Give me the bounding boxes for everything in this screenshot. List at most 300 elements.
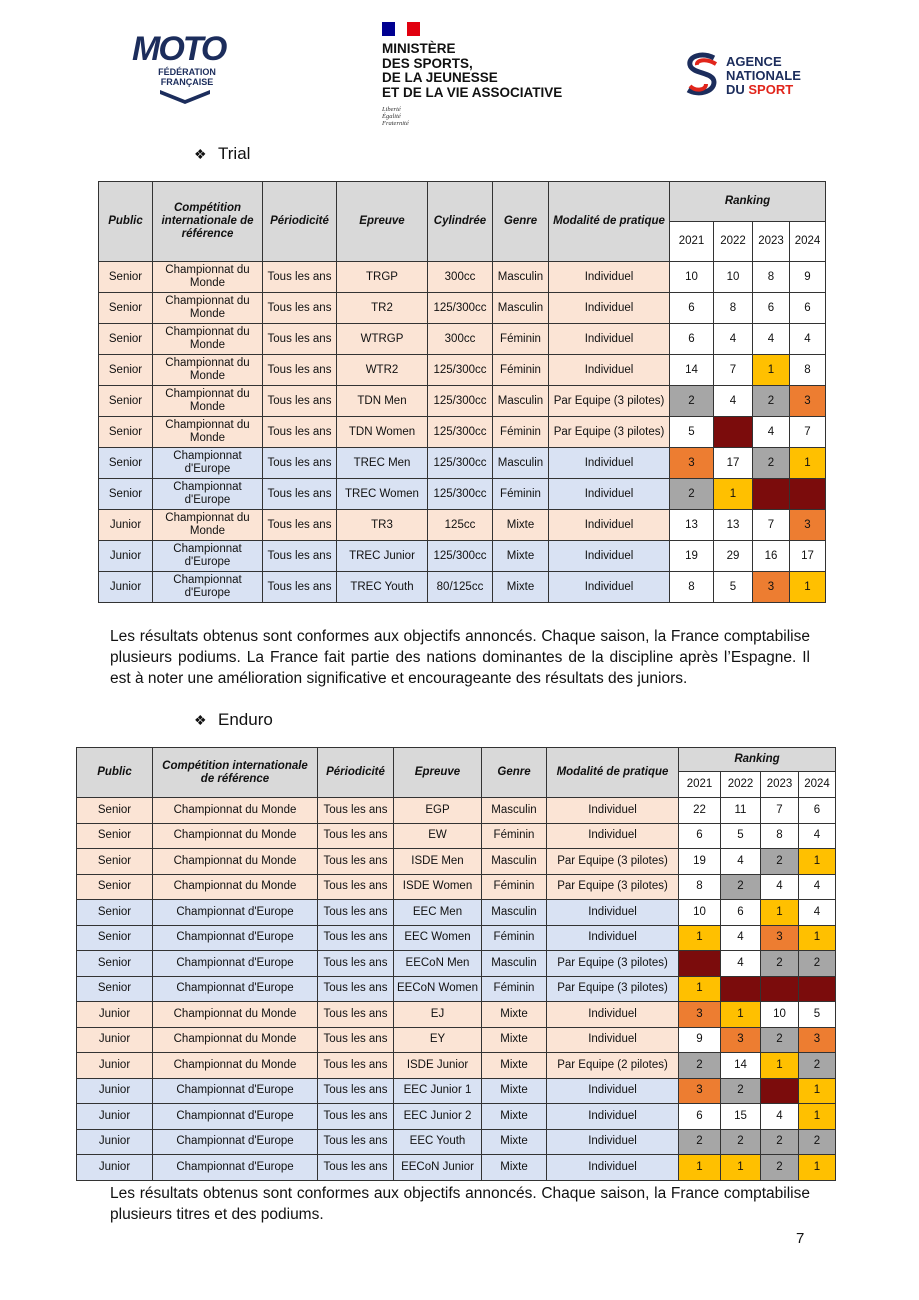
cell-cylindree: 300cc	[428, 324, 493, 355]
trial-heading-text: Trial	[218, 144, 251, 163]
year-header: 2021	[679, 772, 721, 798]
rank-cell-2022: 29	[714, 541, 753, 572]
table-row	[77, 798, 836, 824]
cell-periodicite: Tous les ans	[263, 541, 337, 572]
cell-genre: Mixte	[493, 572, 549, 603]
cell-epreuve: ISDE Women	[394, 874, 482, 900]
rank-cell-2022: 11	[721, 798, 761, 824]
ans-s-icon	[684, 52, 720, 98]
cell-public: Senior	[77, 900, 153, 926]
cell-periodicite: Tous les ans	[318, 823, 394, 849]
cell-epreuve: TDN Men	[337, 386, 428, 417]
cell-epreuve: EEC Junior 2	[394, 1104, 482, 1130]
rank-cell-2023: 3	[761, 925, 799, 951]
ans-name	[726, 55, 801, 97]
cell-modalite: Individuel	[549, 448, 670, 479]
cell-periodicite: Tous les ans	[318, 1027, 394, 1053]
rank-cell-2021: 19	[670, 541, 714, 572]
rank-cell-2023: 2	[753, 386, 790, 417]
rank-cell-2021: 8	[670, 572, 714, 603]
cell-genre: Masculin	[482, 951, 547, 977]
cell-epreuve: EEC Women	[394, 925, 482, 951]
rank-cell-2021: 3	[679, 1002, 721, 1028]
cell-public: Senior	[99, 355, 153, 386]
rank-cell-2024	[790, 479, 826, 510]
rank-cell-2021: 5	[670, 417, 714, 448]
rank-cell-2021: 1	[679, 976, 721, 1002]
rank-cell-2024: 3	[799, 1027, 836, 1053]
col-header-public: Public	[99, 182, 153, 262]
rank-cell-2024: 6	[799, 798, 836, 824]
ministere-logo	[382, 22, 592, 132]
cell-genre: Mixte	[482, 1129, 547, 1155]
cell-modalite: Individuel	[547, 798, 679, 824]
cell-periodicite: Tous les ans	[318, 1129, 394, 1155]
cell-public: Junior	[77, 1027, 153, 1053]
rank-cell-2021: 6	[670, 324, 714, 355]
cell-competition: Championnat du Monde	[153, 417, 263, 448]
rank-cell-2024: 6	[790, 293, 826, 324]
cell-modalite: Individuel	[549, 262, 670, 293]
ministere-line: ET DE LA VIE ASSOCIATIVE	[382, 84, 563, 100]
motto-line: Égalité	[382, 113, 401, 120]
cell-competition: Championnat du Monde	[153, 1002, 318, 1028]
cell-cylindree: 80/125cc	[428, 572, 493, 603]
cell-competition: Championnat du Monde	[153, 874, 318, 900]
cell-cylindree: 125cc	[428, 510, 493, 541]
cell-periodicite: Tous les ans	[263, 572, 337, 603]
motto-line: Fraternité	[382, 120, 409, 127]
cell-genre: Mixte	[482, 1053, 547, 1079]
cell-epreuve: EGP	[394, 798, 482, 824]
cell-periodicite: Tous les ans	[263, 324, 337, 355]
cell-public: Senior	[77, 874, 153, 900]
cell-competition: Championnat d'Europe	[153, 1078, 318, 1104]
cell-modalite: Individuel	[547, 1129, 679, 1155]
cell-modalite: Individuel	[547, 925, 679, 951]
cell-public: Junior	[99, 572, 153, 603]
cell-competition: Championnat du Monde	[153, 324, 263, 355]
rank-cell-2021: 10	[679, 900, 721, 926]
cell-public: Senior	[99, 293, 153, 324]
col-header-competition: Compétition internationale de référence	[153, 182, 263, 262]
rank-cell-2021: 13	[670, 510, 714, 541]
col-header-cylindree: Cylindrée	[428, 182, 493, 262]
rank-cell-2023: 2	[753, 448, 790, 479]
cell-competition: Championnat d'Europe	[153, 951, 318, 977]
rank-cell-2022: 4	[714, 386, 753, 417]
cell-genre: Mixte	[493, 510, 549, 541]
cell-public: Senior	[99, 479, 153, 510]
rank-cell-2022: 4	[721, 951, 761, 977]
enduro-ranking-table	[76, 747, 836, 1181]
rank-cell-2021: 6	[679, 823, 721, 849]
cell-public: Senior	[77, 976, 153, 1002]
rank-cell-2024: 3	[790, 386, 826, 417]
cell-modalite: Individuel	[547, 823, 679, 849]
cell-epreuve: WTRGP	[337, 324, 428, 355]
col-header-public: Public	[77, 748, 153, 798]
rank-cell-2023: 3	[753, 572, 790, 603]
col-header-genre: Genre	[482, 748, 547, 798]
rank-cell-2024: 5	[799, 1002, 836, 1028]
cell-public: Senior	[99, 324, 153, 355]
rank-cell-2022: 6	[721, 900, 761, 926]
rank-cell-2021: 1	[679, 1155, 721, 1181]
cell-periodicite: Tous les ans	[263, 262, 337, 293]
trial-summary-paragraph: Les résultats obtenus sont conformes aux objectifs annoncés. Chaque saison, la France comptabilise plusieurs podiums. La France fait partie des nations dominantes de la discipline après l’Espagne. Il est à noter une amélioration significative et encourageante des résultats des juniors.	[110, 628, 810, 687]
rank-cell-2022	[721, 976, 761, 1002]
cell-epreuve: TREC Women	[337, 479, 428, 510]
cell-periodicite: Tous les ans	[263, 479, 337, 510]
rank-cell-2022: 2	[721, 874, 761, 900]
rank-cell-2024: 1	[790, 448, 826, 479]
table-row	[99, 572, 826, 603]
cell-periodicite: Tous les ans	[318, 1053, 394, 1079]
year-header: 2022	[721, 772, 761, 798]
rank-cell-2021: 2	[679, 1129, 721, 1155]
rank-cell-2022: 1	[714, 479, 753, 510]
rank-cell-2023: 1	[761, 1053, 799, 1079]
cell-modalite: Individuel	[549, 479, 670, 510]
ffm-logo-word: MOTO	[132, 30, 226, 68]
cell-cylindree: 125/300cc	[428, 417, 493, 448]
motto-line: Liberté	[382, 106, 401, 113]
rank-cell-2023: 2	[761, 1155, 799, 1181]
cell-periodicite: Tous les ans	[318, 874, 394, 900]
table-row	[99, 324, 826, 355]
cell-epreuve: WTR2	[337, 355, 428, 386]
cell-genre: Mixte	[482, 1078, 547, 1104]
rank-cell-2022: 4	[721, 925, 761, 951]
rank-cell-2023: 4	[761, 874, 799, 900]
cell-competition: Championnat du Monde	[153, 510, 263, 541]
rank-cell-2022: 5	[721, 823, 761, 849]
cell-periodicite: Tous les ans	[263, 448, 337, 479]
ans-line2: NATIONALE	[726, 68, 801, 83]
trial-heading	[194, 144, 250, 164]
cell-epreuve: EW	[394, 823, 482, 849]
table-row	[77, 849, 836, 875]
cell-competition: Championnat d'Europe	[153, 479, 263, 510]
cell-epreuve: EECoN Women	[394, 976, 482, 1002]
rank-cell-2021: 8	[679, 874, 721, 900]
cell-periodicite: Tous les ans	[318, 1104, 394, 1130]
rank-cell-2024	[799, 976, 836, 1002]
table-row	[99, 448, 826, 479]
cell-epreuve: TREC Youth	[337, 572, 428, 603]
cell-competition: Championnat du Monde	[153, 262, 263, 293]
cell-epreuve: EY	[394, 1027, 482, 1053]
table-row	[77, 1104, 836, 1130]
col-header-modalite: Modalité de pratique	[547, 748, 679, 798]
table-row	[77, 1155, 836, 1181]
cell-epreuve: TDN Women	[337, 417, 428, 448]
ans-line3-sport: SPORT	[748, 82, 794, 97]
cell-competition: Championnat d'Europe	[153, 925, 318, 951]
rank-cell-2023: 4	[753, 417, 790, 448]
table-row	[77, 1053, 836, 1079]
ans-line3	[726, 83, 801, 97]
rank-cell-2022: 1	[721, 1155, 761, 1181]
cell-competition: Championnat du Monde	[153, 798, 318, 824]
rank-cell-2023: 1	[753, 355, 790, 386]
cell-genre: Mixte	[482, 1104, 547, 1130]
ans-line1: AGENCE	[726, 54, 782, 69]
cell-modalite: Individuel	[547, 1104, 679, 1130]
cell-periodicite: Tous les ans	[318, 849, 394, 875]
rank-cell-2021: 9	[679, 1027, 721, 1053]
cell-genre: Féminin	[493, 479, 549, 510]
rank-cell-2022: 1	[721, 1002, 761, 1028]
cell-competition: Championnat d'Europe	[153, 976, 318, 1002]
cell-modalite: Par Equipe (3 pilotes)	[547, 849, 679, 875]
rank-cell-2024: 2	[799, 951, 836, 977]
rank-cell-2021	[679, 951, 721, 977]
rank-cell-2021: 14	[670, 355, 714, 386]
cell-periodicite: Tous les ans	[263, 386, 337, 417]
col-header-periodicite: Périodicité	[263, 182, 337, 262]
cell-periodicite: Tous les ans	[318, 1155, 394, 1181]
ffm-logo	[130, 26, 238, 104]
table-row	[77, 1002, 836, 1028]
ffm-logo-sub-line1: FÉDÉRATION	[158, 67, 216, 77]
table-row	[99, 355, 826, 386]
cell-competition: Championnat du Monde	[153, 293, 263, 324]
cell-modalite: Individuel	[547, 1155, 679, 1181]
cell-modalite: Individuel	[549, 541, 670, 572]
chevron-icon	[160, 90, 210, 104]
year-header: 2023	[753, 222, 790, 262]
cell-competition: Championnat d'Europe	[153, 448, 263, 479]
cell-genre: Masculin	[482, 798, 547, 824]
cell-public: Senior	[99, 417, 153, 448]
rank-cell-2021: 6	[670, 293, 714, 324]
cell-public: Senior	[77, 823, 153, 849]
cell-modalite: Par Equipe (3 pilotes)	[547, 976, 679, 1002]
cell-periodicite: Tous les ans	[263, 417, 337, 448]
rank-cell-2024: 4	[799, 874, 836, 900]
rank-cell-2021: 2	[679, 1053, 721, 1079]
cell-modalite: Individuel	[547, 900, 679, 926]
cell-cylindree: 125/300cc	[428, 386, 493, 417]
ans-logo	[684, 52, 824, 102]
table-row	[77, 823, 836, 849]
rank-cell-2023: 2	[761, 1027, 799, 1053]
cell-genre: Féminin	[493, 324, 549, 355]
rank-cell-2024: 4	[799, 823, 836, 849]
cell-modalite: Par Equipe (3 pilotes)	[549, 417, 670, 448]
rank-cell-2022	[714, 417, 753, 448]
rank-cell-2024: 1	[799, 925, 836, 951]
col-header-modalite: Modalité de pratique	[549, 182, 670, 262]
cell-competition: Championnat d'Europe	[153, 1129, 318, 1155]
cell-cylindree: 125/300cc	[428, 355, 493, 386]
cell-epreuve: EECoN Men	[394, 951, 482, 977]
table-row	[77, 925, 836, 951]
rank-cell-2023: 2	[761, 951, 799, 977]
table-row	[77, 874, 836, 900]
rank-cell-2022: 17	[714, 448, 753, 479]
cell-genre: Féminin	[493, 355, 549, 386]
cell-public: Senior	[77, 798, 153, 824]
rank-cell-2023: 10	[761, 1002, 799, 1028]
cell-epreuve: ISDE Men	[394, 849, 482, 875]
rank-cell-2023: 7	[753, 510, 790, 541]
table-row	[99, 479, 826, 510]
rank-cell-2024: 2	[799, 1053, 836, 1079]
col-header-genre: Genre	[493, 182, 549, 262]
cell-periodicite: Tous les ans	[318, 900, 394, 926]
rank-cell-2022: 4	[721, 849, 761, 875]
rank-cell-2022: 14	[721, 1053, 761, 1079]
cell-competition: Championnat du Monde	[153, 823, 318, 849]
cell-modalite: Par Equipe (3 pilotes)	[547, 951, 679, 977]
col-header-periodicite: Périodicité	[318, 748, 394, 798]
cell-cylindree: 125/300cc	[428, 479, 493, 510]
cell-public: Senior	[77, 849, 153, 875]
republic-motto	[382, 106, 409, 127]
cell-genre: Masculin	[482, 849, 547, 875]
rank-cell-2023	[761, 976, 799, 1002]
rank-cell-2024: 7	[790, 417, 826, 448]
cell-public: Senior	[77, 925, 153, 951]
rank-cell-2024: 4	[799, 900, 836, 926]
cell-periodicite: Tous les ans	[318, 951, 394, 977]
french-flag-icon	[382, 22, 420, 36]
cell-epreuve: EECoN Junior	[394, 1155, 482, 1181]
cell-cylindree: 125/300cc	[428, 293, 493, 324]
rank-cell-2022: 15	[721, 1104, 761, 1130]
cell-competition: Championnat d'Europe	[153, 572, 263, 603]
rank-cell-2024: 1	[790, 572, 826, 603]
ffm-logo-subtitle	[152, 67, 222, 87]
cell-public: Junior	[77, 1155, 153, 1181]
ministere-line: MINISTÈRE	[382, 41, 456, 56]
col-header-ranking: Ranking	[679, 748, 836, 772]
rank-cell-2023: 6	[753, 293, 790, 324]
cell-modalite: Individuel	[547, 1002, 679, 1028]
year-header: 2024	[790, 222, 826, 262]
cell-epreuve: TREC Men	[337, 448, 428, 479]
cell-cylindree: 300cc	[428, 262, 493, 293]
cell-modalite: Individuel	[547, 1078, 679, 1104]
cell-competition: Championnat du Monde	[153, 386, 263, 417]
table-row	[99, 293, 826, 324]
rank-cell-2022: 4	[714, 324, 753, 355]
cell-epreuve: EEC Men	[394, 900, 482, 926]
table-row	[99, 541, 826, 572]
col-header-ranking: Ranking	[670, 182, 826, 222]
cell-competition: Championnat d'Europe	[153, 900, 318, 926]
col-header-epreuve: Epreuve	[337, 182, 428, 262]
rank-cell-2023: 2	[761, 849, 799, 875]
cell-genre: Féminin	[482, 823, 547, 849]
cell-epreuve: EEC Junior 1	[394, 1078, 482, 1104]
cell-public: Junior	[99, 541, 153, 572]
cell-periodicite: Tous les ans	[318, 1002, 394, 1028]
table-row	[77, 976, 836, 1002]
cell-cylindree: 125/300cc	[428, 541, 493, 572]
cell-public: Senior	[99, 448, 153, 479]
cell-epreuve: TR2	[337, 293, 428, 324]
cell-competition: Championnat d'Europe	[153, 1104, 318, 1130]
ffm-logo-sub-line2: FRANÇAISE	[160, 77, 214, 87]
col-header-epreuve: Epreuve	[394, 748, 482, 798]
cell-epreuve: EJ	[394, 1002, 482, 1028]
rank-cell-2023: 16	[753, 541, 790, 572]
cell-periodicite: Tous les ans	[263, 510, 337, 541]
rank-cell-2023: 4	[761, 1104, 799, 1130]
rank-cell-2023: 8	[761, 823, 799, 849]
cell-competition: Championnat d'Europe	[153, 541, 263, 572]
rank-cell-2022: 2	[721, 1078, 761, 1104]
cell-modalite: Individuel	[549, 355, 670, 386]
cell-epreuve: TR3	[337, 510, 428, 541]
rank-cell-2021: 22	[679, 798, 721, 824]
cell-epreuve: ISDE Junior	[394, 1053, 482, 1079]
cell-genre: Masculin	[493, 293, 549, 324]
rank-cell-2021: 6	[679, 1104, 721, 1130]
cell-public: Junior	[77, 1104, 153, 1130]
rank-cell-2022: 5	[714, 572, 753, 603]
cell-modalite: Par Equipe (2 pilotes)	[547, 1053, 679, 1079]
cell-public: Junior	[77, 1078, 153, 1104]
cell-modalite: Par Equipe (3 pilotes)	[549, 386, 670, 417]
year-header: 2023	[761, 772, 799, 798]
rank-cell-2021: 3	[670, 448, 714, 479]
cell-modalite: Individuel	[549, 324, 670, 355]
table-row	[77, 951, 836, 977]
rank-cell-2022: 8	[714, 293, 753, 324]
cell-genre: Mixte	[482, 1155, 547, 1181]
rank-cell-2024: 1	[799, 849, 836, 875]
table-row	[99, 510, 826, 541]
cell-modalite: Individuel	[549, 293, 670, 324]
table-row	[99, 386, 826, 417]
rank-cell-2022: 10	[714, 262, 753, 293]
cell-genre: Masculin	[493, 262, 549, 293]
year-header: 2022	[714, 222, 753, 262]
cell-genre: Masculin	[493, 448, 549, 479]
cell-genre: Féminin	[482, 874, 547, 900]
cell-competition: Championnat d'Europe	[153, 1155, 318, 1181]
cell-competition: Championnat du Monde	[153, 1053, 318, 1079]
cell-periodicite: Tous les ans	[318, 925, 394, 951]
cell-competition: Championnat du Monde	[153, 1027, 318, 1053]
rank-cell-2021: 2	[670, 386, 714, 417]
rank-cell-2024: 1	[799, 1155, 836, 1181]
rank-cell-2024: 9	[790, 262, 826, 293]
cell-public: Junior	[77, 1002, 153, 1028]
cell-cylindree: 125/300cc	[428, 448, 493, 479]
col-header-competition: Compétition internationale de référence	[153, 748, 318, 798]
ans-line3-du: DU	[726, 82, 749, 97]
cell-modalite: Individuel	[547, 1027, 679, 1053]
ministere-name	[382, 42, 562, 100]
enduro-summary-paragraph: Les résultats obtenus sont conformes aux objectifs annoncés. Chaque saison, la France comptabilise plusieurs titres et des podiums.	[110, 1185, 810, 1223]
cell-epreuve: EEC Youth	[394, 1129, 482, 1155]
table-row	[77, 1129, 836, 1155]
rank-cell-2024: 3	[790, 510, 826, 541]
cell-modalite: Individuel	[549, 572, 670, 603]
ministere-line: DES SPORTS,	[382, 55, 473, 71]
cell-public: Junior	[77, 1053, 153, 1079]
cell-periodicite: Tous les ans	[318, 798, 394, 824]
cell-genre: Féminin	[493, 417, 549, 448]
cell-genre: Mixte	[482, 1027, 547, 1053]
cell-periodicite: Tous les ans	[318, 976, 394, 1002]
